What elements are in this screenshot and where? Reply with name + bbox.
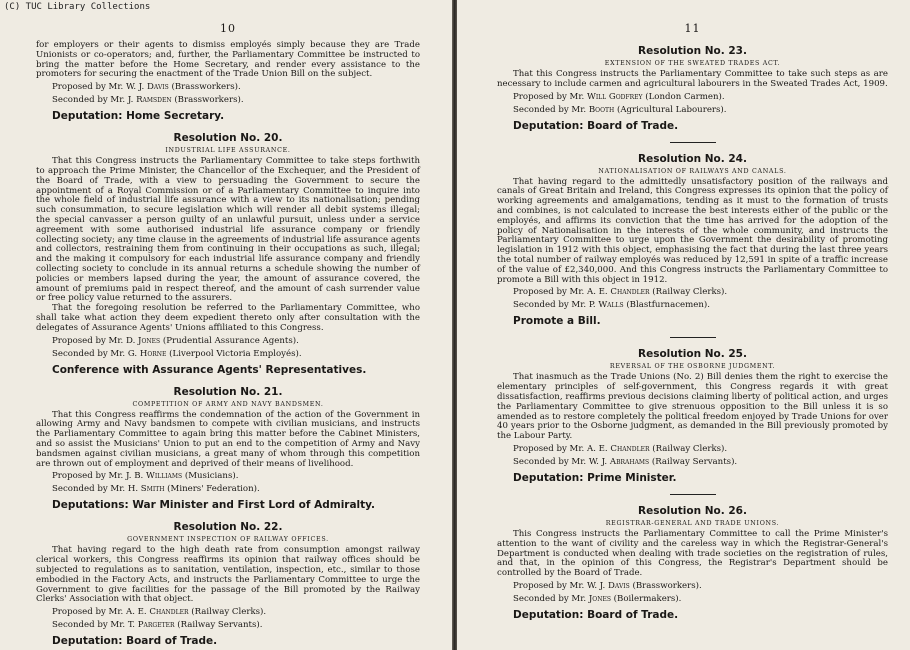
section-divider xyxy=(670,494,716,495)
resolution-subtitle: NATIONALISATION OF RAILWAYS AND CANALS. xyxy=(598,167,787,175)
resolution-paragraph: That this Congress reaffirms the condemnation of the action of the Government in allowing Army and Navy bandsmen to compete with civilian musicians, and instructs the Parliamentary Committee to again bring this matter before the Cabinet Ministers, and so assist the Musicians' Union to put an end to the competition of Army and Navy bandsmen against civilian musicians, a great many of whom through this competition are thrown out of employment and deprived of their means of livelihood. xyxy=(36,409,420,469)
proposed-line: Proposed by Mr. Will Godfrey (London Carmen). xyxy=(513,91,725,102)
deputation-line: Deputation: Prime Minister. xyxy=(513,471,677,484)
resolution-subtitle: EXTENSION OF THE SWEATED TRADES ACT. xyxy=(604,60,781,67)
resolution-title: Resolution No. 21. xyxy=(173,385,283,398)
proposed-line: Proposed by Mr. D. Jones (Prudential Assurance Agents). xyxy=(52,335,299,346)
seconded-line: Seconded by Mr. H. Smith (Miners' Federation). xyxy=(52,484,260,495)
section-divider xyxy=(670,142,716,143)
deputation-line: Conference with Assurance Agents' Representatives. xyxy=(52,363,367,376)
seconded-line: Seconded by Mr. G. Horne (Liverpool Victoria Employés). xyxy=(52,348,302,359)
deputation-line: Deputation: Board of Trade. xyxy=(513,608,679,621)
resolution-subtitle: REVERSAL OF THE OSBORNE JUDGMENT. xyxy=(609,363,776,371)
resolution-title: Resolution No. 23. xyxy=(638,45,747,57)
resolution-paragraph: This Congress instructs the Parliamentary Committee to call the Prime Minister's attention to the want of civility and the careless way in which the Registrar-General's Department is conducted when dealing with trade societies on the registration of rules, and that, in the opinion of this Congress, the Registrar's Department should be controlled by the Board of Trade. xyxy=(497,528,888,579)
seconded-line: Seconded by Mr. T. Pargeter (Railway Servants). xyxy=(52,620,263,631)
deputation-line: Deputation: Board of Trade. xyxy=(513,119,679,132)
proposed-line: Proposed by Mr. W. J. Davis (Brassworkers). xyxy=(513,580,702,591)
page-number: 10 xyxy=(220,22,236,35)
resolution-subtitle: GOVERNMENT INSPECTION OF RAILWAY OFFICES. xyxy=(127,536,329,544)
proposed-line: Proposed by Mr. J. B. Williams (Musicians). xyxy=(52,471,239,482)
proposed-line: Proposed by Mr. A. E. Chandler (Railway Clerks). xyxy=(513,287,728,298)
resolution-title: Resolution No. 24. xyxy=(638,152,747,165)
seconded-line: Seconded by Mr. W. J. Abrahams (Railway Servants). xyxy=(513,456,738,467)
page-number: 11 xyxy=(684,22,701,35)
resolution-title: Resolution No. 26. xyxy=(638,504,747,517)
resolution-paragraph: That this Congress instructs the Parliamentary Committee to take such steps as are necessary to include carmen and agricultural labourers in the Sweated Trades Act, 1909. xyxy=(497,69,888,89)
resolution-title: Resolution No. 20. xyxy=(173,132,283,145)
continuation-paragraph: for employers or their agents to dismiss employés simply because they are Trade Unionists or co-operators; and, further, the Parliamentary Committee be instructed to bring the matter before the Home Secretary, and render every assistance to the promoters for securing the enactment of the Trade Union Bill on the subject. xyxy=(36,40,420,80)
proposed-line: Proposed by Mr. W. J. Davis (Brassworkers). xyxy=(52,82,241,93)
section-divider xyxy=(670,337,716,338)
seconded-line: Seconded by Mr. P. Walls (Blastfurnacemen). xyxy=(513,300,710,311)
resolution-paragraph: That inasmuch as the Trade Unions (No. 2) Bill denies them the right to exercise the elementary principles of self-government, this Congress regards it with great dissatisfaction, reaffirms previous decisions claiming liberty of political action, and urges the Parliamentary Committee to give strenuous opposition to the Bill unless it is so amended as to restore completely the political freedom enjoyed by Trade Unions for over 40 years prior to the Osborne judgment, as demanded in the Bill previously promoted by the Labour Party. xyxy=(497,372,888,442)
deputation-line: Promote a Bill. xyxy=(513,315,601,328)
left-page xyxy=(0,0,452,650)
deputation-line: Deputations: War Minister and First Lord of Admiralty. xyxy=(52,499,376,512)
resolution-paragraph: That having regard to the high death rate from consumption amongst railway clerical workers, this Congress reaffirms its opinion that railway offices should be subjected to regulations as to sanitation, ventilation, inspection, etc., similar to those embodied in the Factory Acts, and instructs the Parliamentary Committee to urge the Government to give facilities for the passage of the Bill promoted by the Railway Clerks' Association with that object. xyxy=(36,545,420,605)
right-page xyxy=(457,0,910,650)
resolution-paragraph: That the foregoing resolution be referred to the Parliamentary Committee, who shall take what action they deem expedient thereto only after consultation with the delegates of Assurance Agents' Unions affiliated to this Congress. xyxy=(36,303,420,333)
resolution-title: Resolution No. 25. xyxy=(638,348,747,361)
deputation-line: Deputation: Board of Trade. xyxy=(52,635,218,648)
proposed-line: Proposed by Mr. A. E. Chandler (Railway Clerks). xyxy=(52,607,267,618)
proposed-line: Proposed by Mr. A. E. Chandler (Railway Clerks). xyxy=(513,443,728,454)
deputation-line: Deputation: Home Secretary. xyxy=(52,110,225,123)
resolution-paragraph: That having regard to the admittedly unsatisfactory position of the railways and canals of Great Britain and Ireland, this Congress expresses its opinion that the policy of working agreements and amalgamations, tending as it must to the formation of trusts and combines, is not calculated to increase the best interests either of the public or the employés, and affirms its conviction that the time has arrived for the adoption of the policy of Nationalisation in the interests of the whole community, and instructs the Parliamentary Committee to urge upon the Government the desirability of promoting legislation in 1912 with this object, emphasising the fact that during the last three years the total number of railway employés was reduced by 12,591 in spite of a traffic increase of the value of £2,340,000. And this Congress instructs the Parliamentary Committee to promote a Bill with this object in 1912. xyxy=(497,176,888,285)
seconded-line: Seconded by Mr. Jones (Boilermakers). xyxy=(513,593,682,604)
seconded-line: Seconded by Mr. Booth (Agricultural Labourers). xyxy=(513,104,727,115)
resolution-title: Resolution No. 22. xyxy=(173,521,283,534)
library-credit: (C) TUC Library Collections xyxy=(4,2,151,12)
resolution-paragraph: That this Congress instructs the Parliamentary Committee to take steps forthwith to approach the Prime Minister, the Chancellor of the Exchequer, and the President of the Board of Trade, with a view to persuading the Government to secure the appointment of a Royal Commission or of a Parliamentary Committee to inquire into the whole field of industrial life assurance with a view to its nationalisation; pending such consummation, to secure legislation which will render all debit systems illegal; the special canvasser a person guilty of an unlawful pursuit, unless under a service agreement with some authorised industrial life assurance company or friendly collecting society; any time clause in the agreements of industrial life assurance agents and collectors, restraining them from continuing in their occupations as such, illegal; and the making it compulsory for each industrial life assurance company and friendly collecting society to conclude in its annual returns a schedule showing the number of policies or members lapsed during the year, the amount of assurance covered, the amount of premiums paid in respect thereof, and the amount of cash surrender value or free policy value returned to the assurers. xyxy=(36,156,420,304)
resolution-subtitle: COMPETITION OF ARMY AND NAVY BANDSMEN. xyxy=(132,400,324,408)
resolution-subtitle: INDUSTRIAL LIFE ASSURANCE. xyxy=(165,147,291,155)
seconded-line: Seconded by Mr. J. Ramsden (Brassworkers). xyxy=(52,95,244,106)
resolution-subtitle: REGISTRAR-GENERAL AND TRADE UNIONS. xyxy=(605,519,780,527)
